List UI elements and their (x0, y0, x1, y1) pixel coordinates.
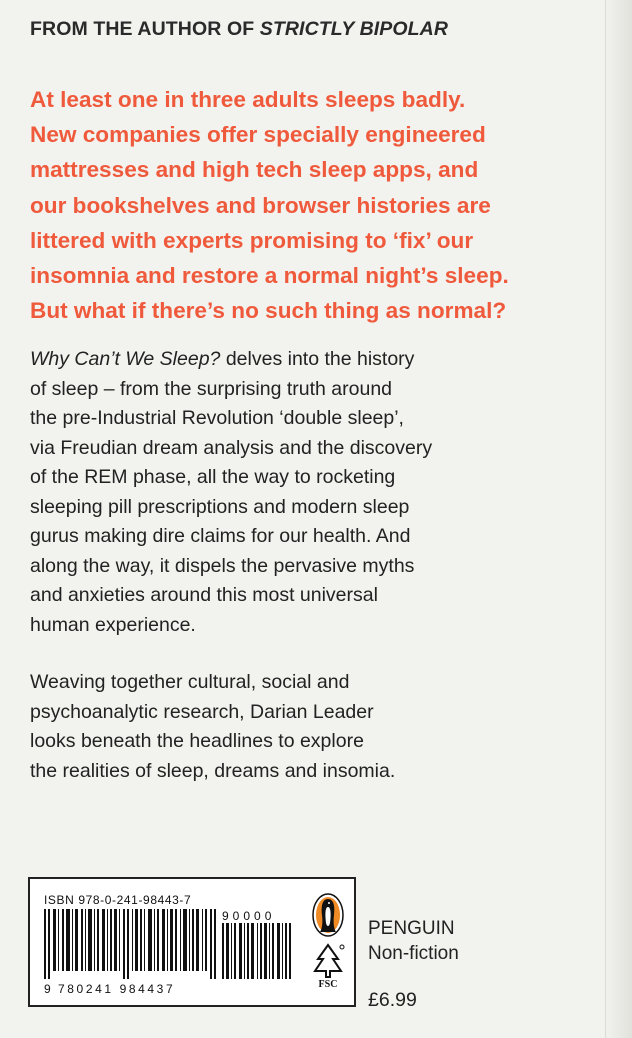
publisher-info (368, 916, 459, 966)
author-credit-prefix: FROM THE AUTHOR OF (30, 18, 260, 40)
paragraph-line: human experience. (30, 613, 196, 636)
fsc-label: FSC (318, 979, 338, 989)
blurb-line: New companies offer specially engineered (30, 122, 486, 148)
paragraph-line: looks beneath the headlines to explore (30, 730, 364, 752)
ean-digits: 780241 984437 (58, 982, 176, 996)
fsc-logo-icon (308, 941, 348, 989)
blurb-line: mattresses and high tech sleep apps, and (30, 157, 479, 183)
paragraph-line: psychoanalytic research, Darian Leader (30, 700, 374, 723)
author-credit (30, 18, 448, 41)
paragraph-line: and anxieties around this most universal (30, 584, 378, 606)
addon-barcode (222, 923, 292, 979)
paragraph-line (30, 345, 510, 375)
book-title: Why Can’t We Sleep? (30, 348, 221, 370)
paragraph-line: Weaving together cultural, social and (30, 671, 350, 693)
author-paragraph (30, 668, 510, 786)
blurb-line: insomnia and restore a normal night’s sleep. (30, 263, 509, 289)
previous-book-title: STRICTLY BIPOLAR (259, 18, 449, 40)
blurb-line: our bookshelves and browser histories are (30, 192, 491, 218)
penguin-logo-icon (312, 893, 344, 937)
blurb (30, 82, 590, 328)
blurb-line: littered with experts promising to ‘fix’ our (30, 227, 474, 253)
paragraph-line: of sleep – from the surprising truth around (30, 377, 393, 400)
paragraph-line-text: delves into the history (220, 348, 415, 370)
cover-fold-line (605, 0, 606, 1038)
paragraph-line: via Freudian dream analysis and the discovery (30, 436, 433, 459)
addon-code: 90000 (222, 909, 276, 923)
paragraph-line: sleeping pill prescriptions and modern sleep (30, 495, 410, 518)
paragraph-line: gurus making dire claims for our health. And (30, 525, 411, 547)
paragraph-line: the pre-Industrial Revolution ‘double sleep’, (30, 407, 404, 429)
spine-edge (604, 0, 632, 1038)
description-paragraph (30, 345, 510, 640)
blurb-line: At least one in three adults sleeps badly. (30, 87, 466, 112)
ean-barcode (44, 909, 218, 979)
ean-first-digit: 9 (44, 982, 51, 996)
price: £6.99 (368, 989, 417, 1011)
paragraph-line: along the way, it dispels the pervasive myths (30, 554, 415, 577)
blurb-line: But what if there’s no such thing as normal? (30, 298, 507, 324)
paragraph-line: of the REM phase, all the way to rocketing (30, 466, 396, 488)
isbn-number: ISBN 978-0-241-98443-7 (44, 893, 192, 907)
publisher-name: PENGUIN (368, 918, 455, 939)
paragraph-line: the realities of sleep, dreams and insomia. (30, 759, 396, 782)
barcode-panel (28, 877, 356, 1007)
publisher-category: Non-fiction (368, 943, 459, 964)
